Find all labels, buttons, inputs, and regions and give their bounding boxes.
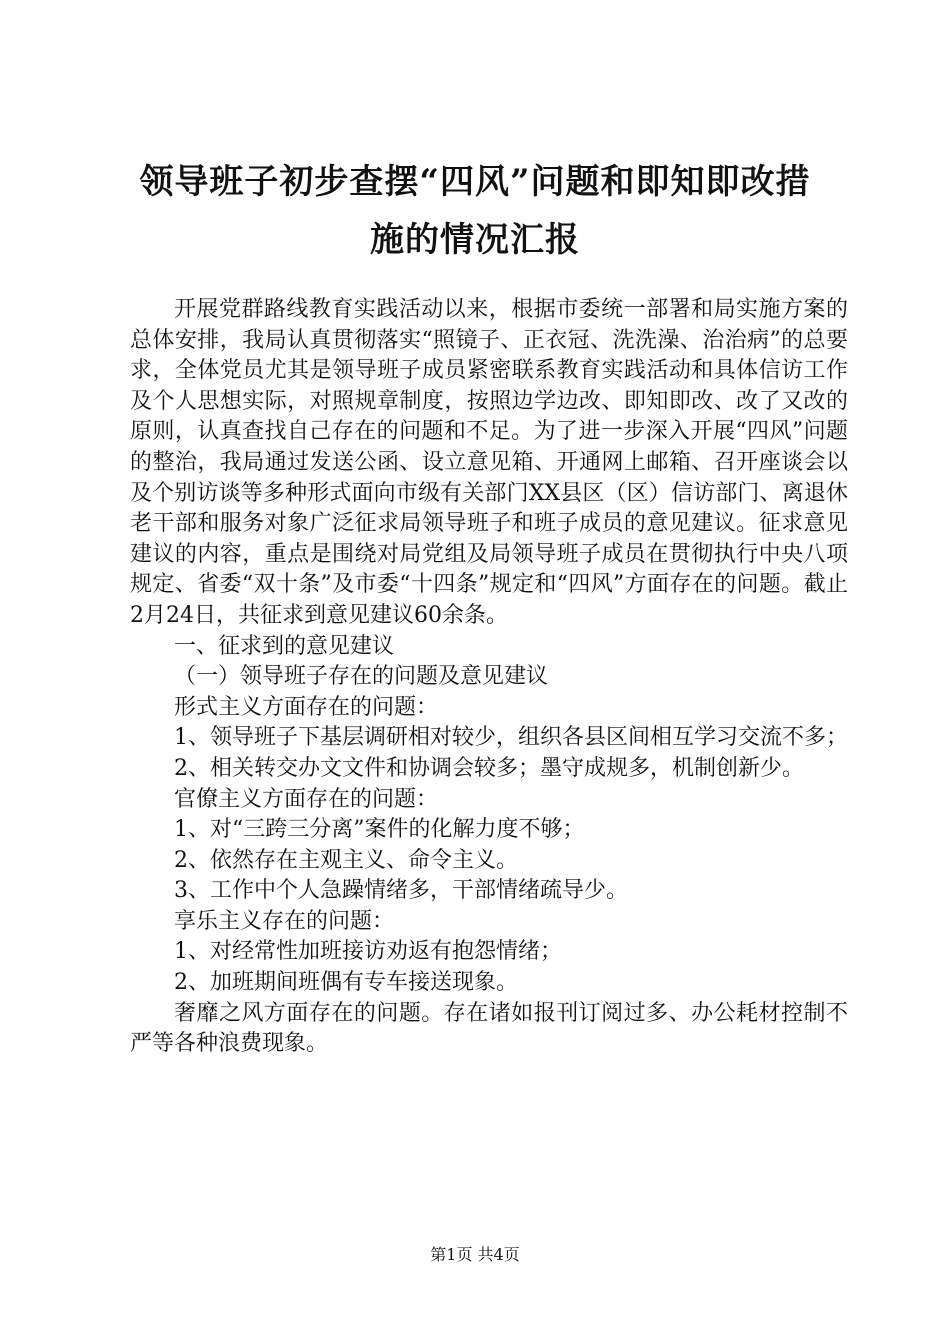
formalism-heading: 形式主义方面存在的问题： bbox=[174, 694, 439, 720]
bureaucratism-item-1: 1、对“三跨三分离”案件的化解力度不够； bbox=[174, 817, 585, 843]
extravagance-paragraph: 奢靡之风方面存在的问题。存在诸如报刊订阅过多、办公耗材控制不严等各种浪费现象。 bbox=[130, 1000, 848, 1057]
subsection-heading: （一）领导班子存在的问题及意见建议 bbox=[174, 664, 549, 690]
document-title-line-2: 施的情况汇报 bbox=[370, 220, 580, 260]
bureaucratism-item-3: 3、工作中个人急躁情绪多，干部情绪疏导少。 bbox=[174, 878, 628, 904]
intro-paragraph: 开展党群路线教育实践活动以来，根据市委统一部署和局实施方案的总体安排，我局认真贯彻落实“照镜子、正衣冠、洗洗澡、治治病”的总要求，全体党员尤其是领导班子成员紧密联系教育实践活动和具体信访工作及个人思想实际，对照规章制度，按照边学边改、即知即改、改了又改的原则，认真查找自己存在的问题和不足。为了进一步深入开展“四风”问题的整治，我局通过发送公函、设立意见箱、开通网上邮箱、召开座谈会以及个别访谈等多种形式面向市级有关部门XX县区（区）信访部门、离退休老干部和服务对象广泛征求局领导班子和班子成员的意见建议。征求意见建议的内容，重点是围绕对局党组及局领导班子成员在贯彻执行中央八项规定、省委“双十条”及市委“十四条”规定和“四风”方面存在的问题。截止2月24日，共征求到意见建议60余条。 bbox=[130, 297, 848, 628]
hedonism-heading: 享乐主义存在的问题： bbox=[174, 908, 395, 934]
bureaucratism-heading: 官僚主义方面存在的问题： bbox=[174, 786, 439, 812]
document-body bbox=[130, 295, 848, 1060]
formalism-item-1: 1、领导班子下基层调研相对较少，组织各县区间相互学习交流不多； bbox=[174, 725, 848, 751]
formalism-item-2: 2、相关转交办文文件和协调会较多；墨守成规多，机制创新少。 bbox=[174, 755, 804, 781]
section-heading: 一、征求到的意见建议 bbox=[174, 633, 395, 659]
document-title-line-1: 领导班子初步查摆“四风”问题和即知即改措 bbox=[139, 162, 811, 202]
page-number-footer: 第1页 共4页 bbox=[430, 1245, 520, 1264]
hedonism-item-2: 2、加班期间班偶有专车接送现象。 bbox=[174, 970, 518, 996]
bureaucratism-item-2: 2、依然存在主观主义、命令主义。 bbox=[174, 847, 518, 873]
hedonism-item-1: 1、对经常性加班接访劝返有抱怨情绪； bbox=[174, 939, 562, 965]
